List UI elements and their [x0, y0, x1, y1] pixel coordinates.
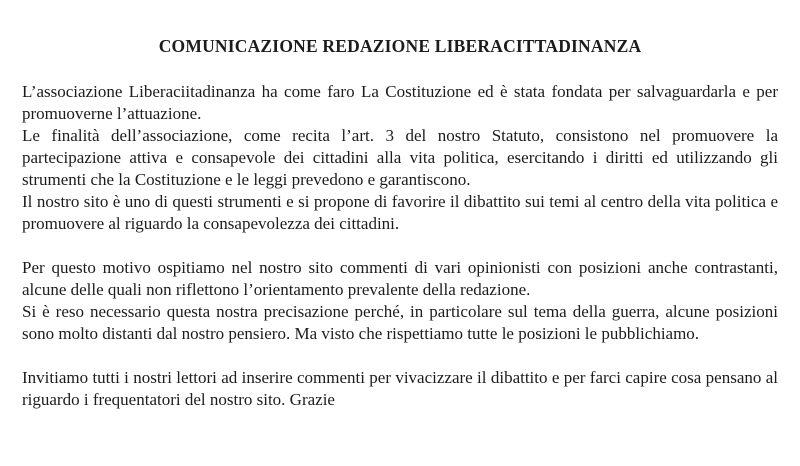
paragraph-block-3 — [22, 367, 778, 411]
page-title: COMUNICAZIONE REDAZIONE LIBERACITTADINANZA — [158, 36, 642, 56]
paragraph: Si è reso necessario questa nostra precisazione perché, in particolare sul tema della guerra, alcune posizioni sono molto distanti dal nostro pensiero. Ma visto che rispettiamo tutte le posizioni le pubblichiamo. — [22, 302, 778, 343]
paragraph: Il nostro sito è uno di questi strumenti e si propone di favorire il dibattito sui temi al centro della vita politica e promuovere al riguardo la consapevolezza dei cittadini. — [22, 192, 778, 233]
paragraph-block-1 — [22, 81, 778, 235]
paragraph: Invitiamo tutti i nostri lettori ad inserire commenti per vivacizzare il dibattito e per farci capire cosa pensano al riguardo i frequentatori del nostro sito. Grazie — [22, 368, 778, 409]
paragraph-block-2 — [22, 257, 778, 345]
paragraph: Per questo motivo ospitiamo nel nostro sito commenti di vari opinionisti con posizioni anche contrastanti, alcune delle quali non riflettono l’orientamento prevalente della redazione. — [22, 258, 778, 299]
document-body — [22, 81, 778, 411]
paragraph: L’associazione Liberaciitadinanza ha come faro La Costituzione ed è stata fondata per salvaguardarla e per promuoverne l’attuazione. — [22, 82, 778, 123]
paragraph: Le finalità dell’associazione, come recita l’art. 3 del nostro Statuto, consistono nel promuovere la partecipazione attiva e consapevole dei cittadini alla vita politica, esercitando i diritti ed utilizzando gli strumenti che la Costituzione e le leggi prevedono e garantiscono. — [22, 126, 778, 189]
